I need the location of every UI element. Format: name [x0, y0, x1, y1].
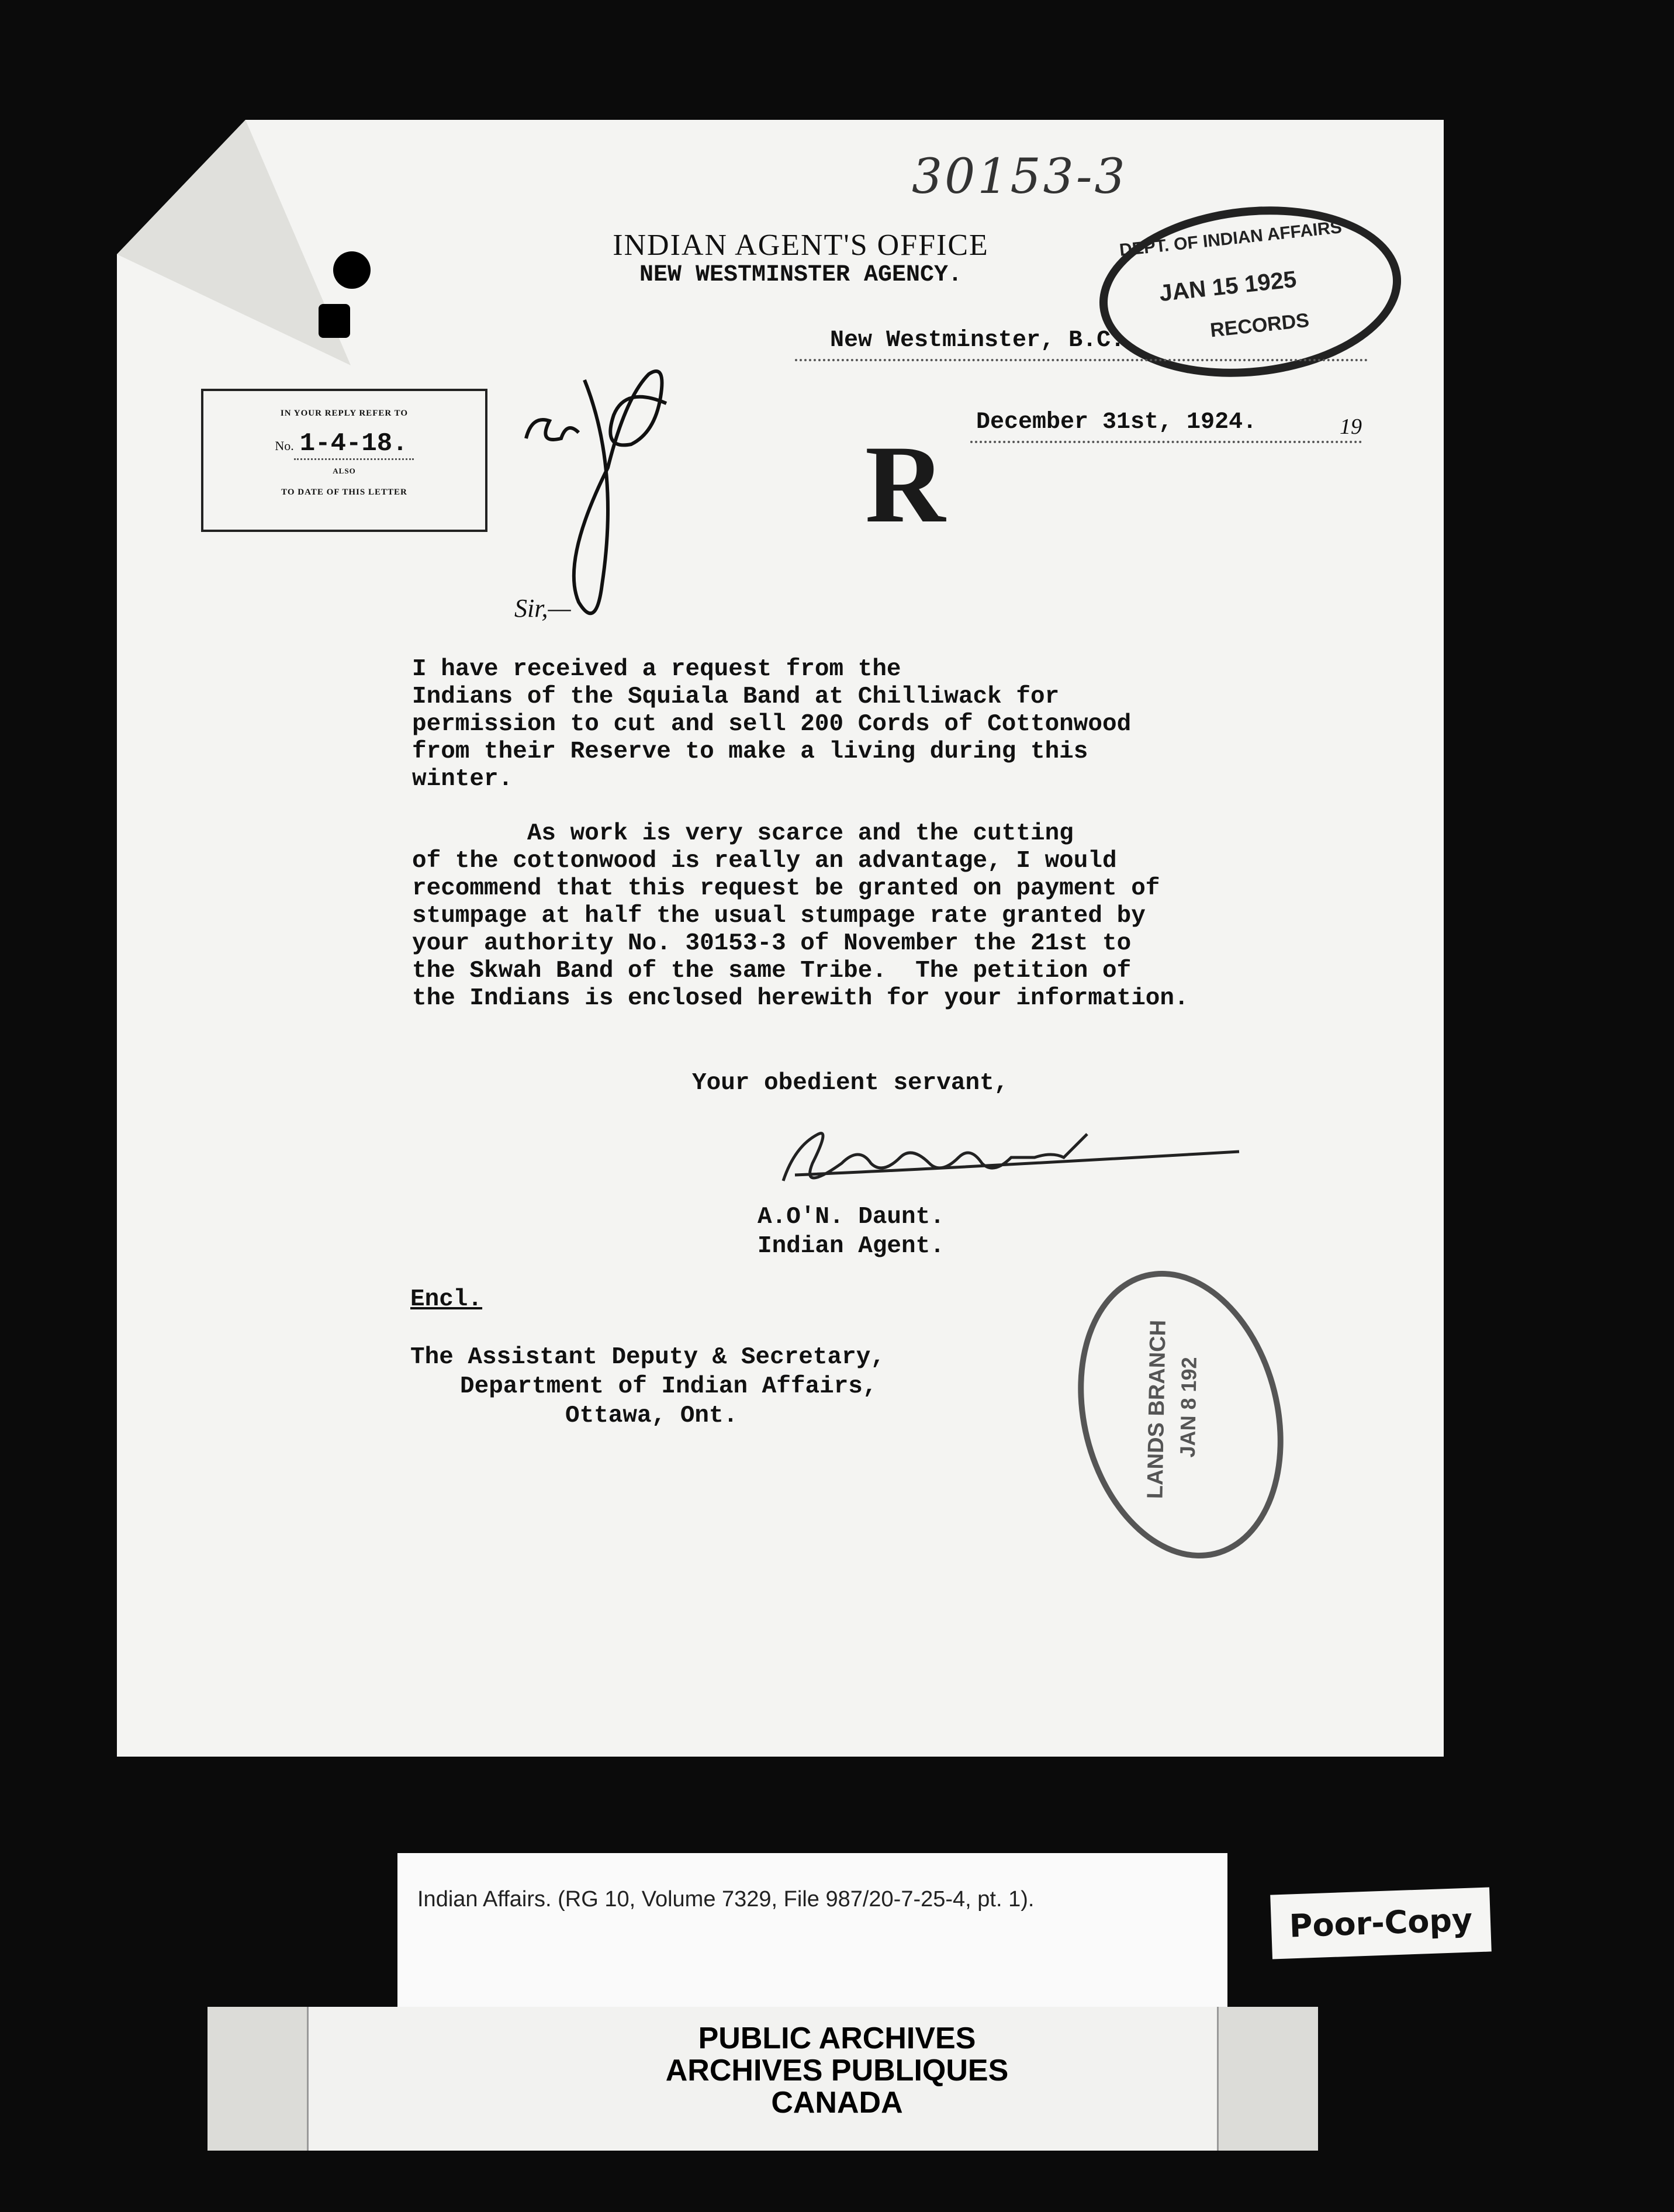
reply-box-also: ALSO [333, 466, 356, 475]
paragraph-2-line: of the cottonwood is really an advantage, I would [412, 848, 1117, 875]
salutation: Sir,— [514, 594, 571, 623]
place-line [795, 327, 1368, 361]
paragraph-2 [412, 820, 1324, 1012]
office-heading: INDIAN AGENT'S OFFICE [613, 229, 989, 262]
punch-hole-1 [333, 251, 371, 289]
poor-copy-label: Poor-Copy [1270, 1887, 1492, 1959]
records-stamp-date: JAN 15 1925 [1158, 266, 1298, 307]
records-stamp-top: DEPT. OF INDIAN AFFAIRS [1118, 217, 1343, 260]
reply-box-no-label: No. [275, 438, 294, 453]
addressee-line: Ottawa, Ont. [565, 1402, 738, 1429]
addressee-block [410, 1343, 885, 1430]
signature [760, 1111, 1251, 1204]
archive-caption-card [397, 1853, 1227, 2028]
paragraph-1: I have received a request from the Indians of the Squiala Band at Chilliwack for permission to cut and sell 200 Cords of Cottonwood from their Reserve to make a living during this winter. [412, 656, 1132, 793]
agency-heading: NEW WESTMINSTER AGENCY. [639, 262, 963, 288]
paragraph-2-line: recommend that this request be granted on payment of [412, 875, 1160, 902]
letter-date: December 31st, 1924. [976, 409, 1257, 436]
paragraph-2-line: As work is very scarce and the cutting [412, 820, 1074, 847]
archives-label [0, 2023, 1674, 2119]
paragraph-2-line: stumpage at half the usual stumpage rate granted by [412, 903, 1146, 929]
archives-line: PUBLIC ARCHIVES [698, 2021, 976, 2055]
enclosure-label: Encl. [410, 1286, 483, 1313]
handwritten-file-number: 30153-3 [912, 149, 1127, 205]
signer-block [758, 1202, 945, 1261]
archives-line: CANADA [771, 2086, 903, 2120]
archives-line: ARCHIVES PUBLIQUES [665, 2054, 1009, 2087]
lands-stamp-date: JAN 8 192 [1175, 1356, 1201, 1458]
paragraph-2-line: the Indians is enclosed herewith for your information. [412, 985, 1189, 1012]
place: New Westminster, B.C. [830, 327, 1125, 354]
punch-hole-2 [319, 304, 350, 338]
date-year-prefix: 19 [1340, 414, 1362, 439]
lands-stamp-text: LANDS BRANCH [1143, 1319, 1171, 1499]
reply-box-line1: IN YOUR REPLY REFER TO [280, 409, 409, 418]
signer-title: Indian Agent. [758, 1233, 945, 1260]
signer-name: A.O'N. Daunt. [758, 1204, 945, 1231]
addressee-line: The Assistant Deputy & Secretary, [410, 1344, 885, 1371]
archive-caption: Indian Affairs. (RG 10, Volume 7329, File 987/20-7-25-4, pt. 1). [417, 1887, 1035, 1912]
reply-reference-box [201, 389, 487, 532]
records-stamp-bottom: RECORDS [1209, 309, 1310, 342]
closing: Your obedient servant, [692, 1070, 1009, 1097]
reply-box-line3: TO DATE OF THIS LETTER [281, 488, 407, 497]
paragraph-2-line: your authority No. 30153-3 of November the 21st to [412, 930, 1132, 957]
reply-box-number [203, 429, 485, 458]
received-mark: R [865, 423, 946, 546]
reply-box-no-value: 1-4-18. [294, 429, 414, 460]
paragraph-2-line: the Skwah Band of the same Tribe. The petition of [412, 958, 1132, 984]
date-line [970, 409, 1362, 443]
addressee-line: Department of Indian Affairs, [460, 1373, 877, 1400]
